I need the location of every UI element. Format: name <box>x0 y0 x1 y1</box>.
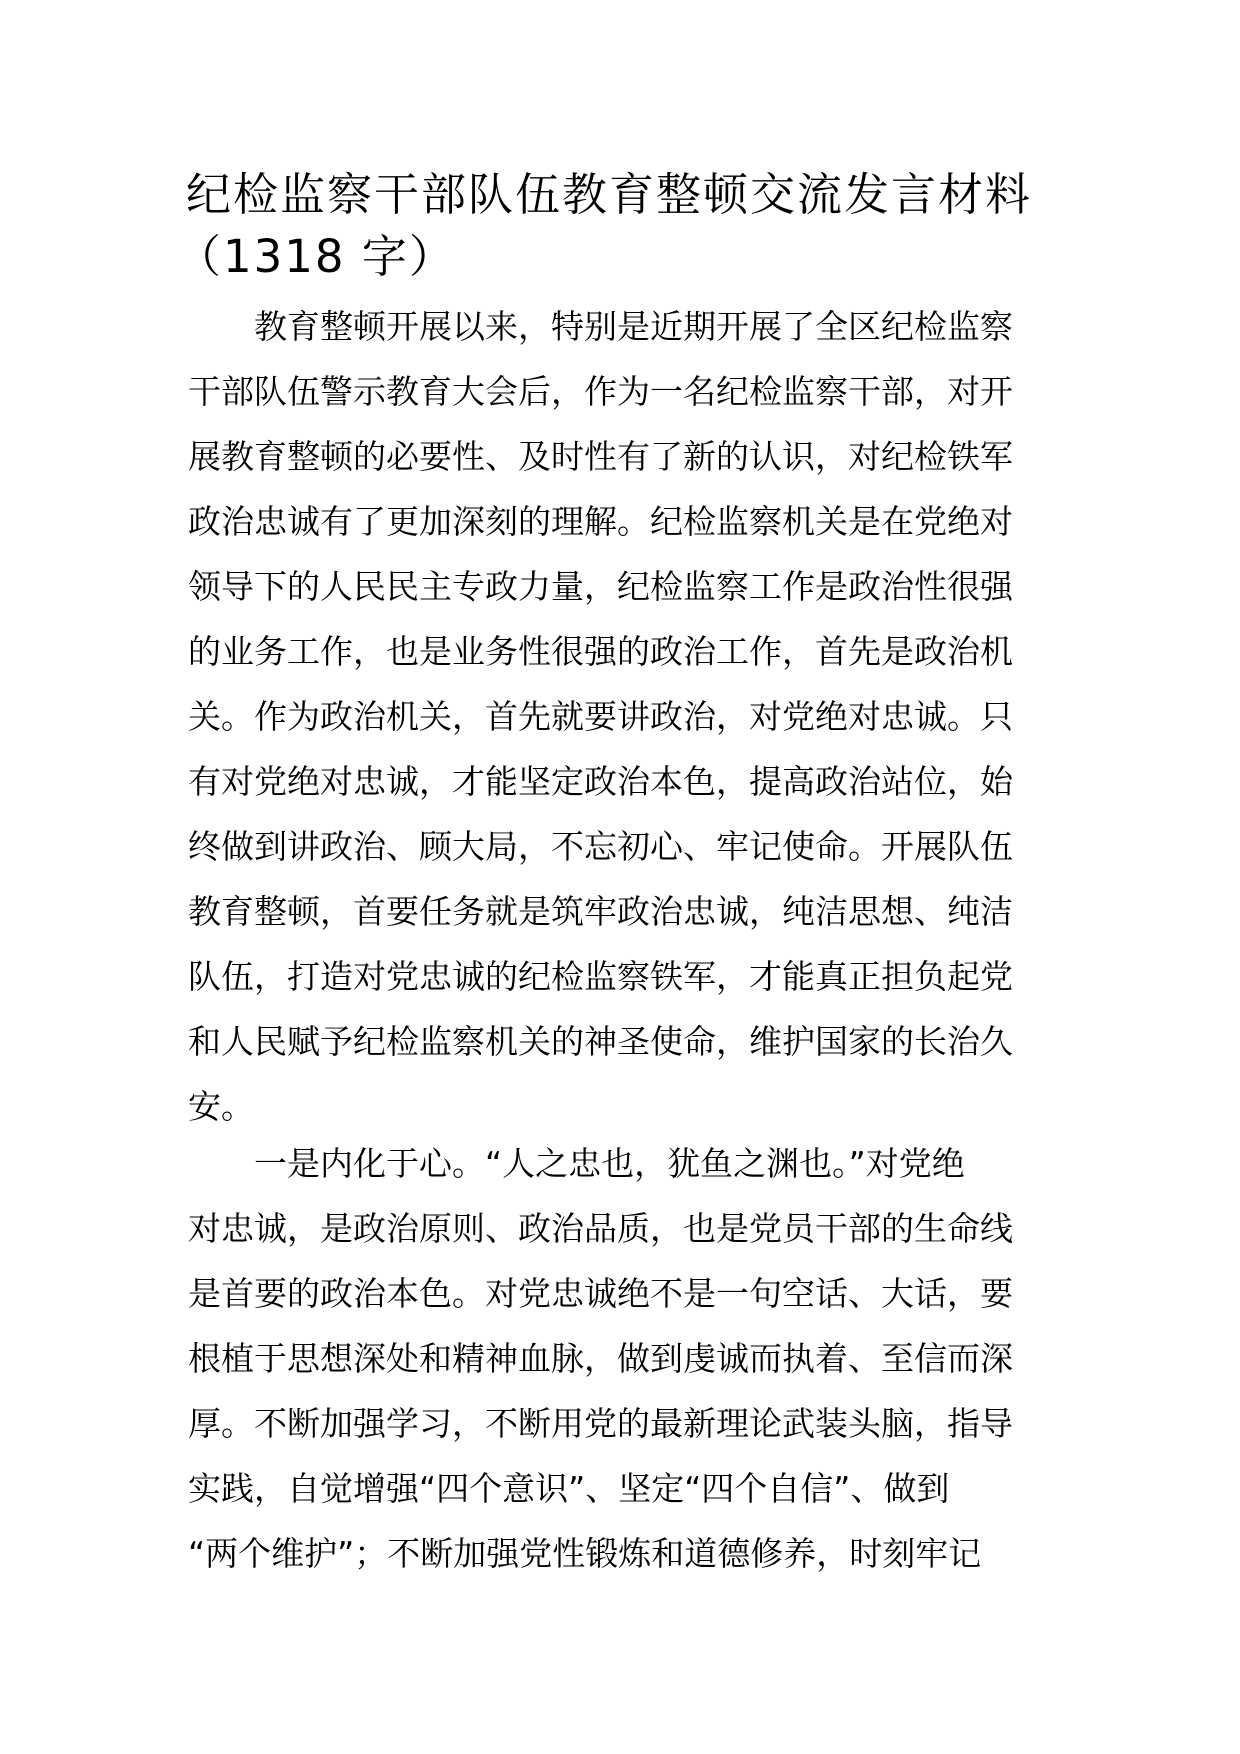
text-line: 有对党绝对忠诚，才能坚定政治本色，提高政治站位，始 <box>188 762 1013 801</box>
title-word-count: （1318 字） <box>176 230 456 283</box>
paragraph-point-one <box>188 1131 1058 1586</box>
text-line: 领导下的人民民主专政力量，纪检监察工作是政治性很强 <box>188 567 1013 606</box>
text-line: 关。作为政治机关，首先就要讲政治，对党绝对忠诚。只 <box>188 697 1013 736</box>
text-line: 教育整顿开展以来，特别是近期开展了全区纪检监察 <box>254 307 1013 346</box>
title-line-1: 纪检监察干部队伍教育整顿交流发言材料 <box>186 168 1033 221</box>
text-line: 的业务工作，也是业务性很强的政治工作，首先是政治机 <box>188 632 1013 671</box>
text-line: 是首要的政治本色。对党忠诚绝不是一句空话、大话，要 <box>188 1274 1013 1313</box>
text-line: 和人民赋予纪检监察机关的神圣使命，维护国家的长治久 <box>188 1022 1013 1061</box>
text-line: 政治忠诚有了更加深刻的理解。纪检监察机关是在党绝对 <box>188 502 1013 541</box>
paragraph-intro <box>188 294 1058 1139</box>
text-line: 教育整顿，首要任务就是筑牢政治忠诚，纯洁思想、纯洁 <box>188 892 1013 931</box>
text-line: 厚。不断加强学习，不断用党的最新理论武装头脑，指导 <box>188 1404 1013 1443</box>
text-line: 展教育整顿的必要性、及时性有了新的认识，对纪检铁军 <box>188 437 1013 476</box>
text-line: 安。 <box>188 1087 254 1126</box>
text-line: 对忠诚，是政治原则、政治品质，也是党员干部的生命线 <box>188 1209 1013 1248</box>
text-line: 干部队伍警示教育大会后，作为一名纪检监察干部，对开 <box>188 372 1013 411</box>
text-line: “两个维护”；不断加强党性锻炼和道德修养，时刻牢记 <box>188 1534 982 1573</box>
text-line: 队伍，打造对党忠诚的纪检监察铁军，才能真正担负起党 <box>188 957 1013 996</box>
document-title <box>176 164 1066 288</box>
text-line: 实践，自觉增强“四个意识”、坚定“四个自信”、做到 <box>188 1469 950 1508</box>
text-line: 根植于思想深处和精神血脉，做到虔诚而执着、至信而深 <box>188 1339 1013 1378</box>
text-line: 终做到讲政治、顾大局，不忘初心、牢记使命。开展队伍 <box>188 827 1013 866</box>
text-line: 一是内化于心。“人之忠也，犹鱼之渊也。”对党绝 <box>254 1144 965 1183</box>
